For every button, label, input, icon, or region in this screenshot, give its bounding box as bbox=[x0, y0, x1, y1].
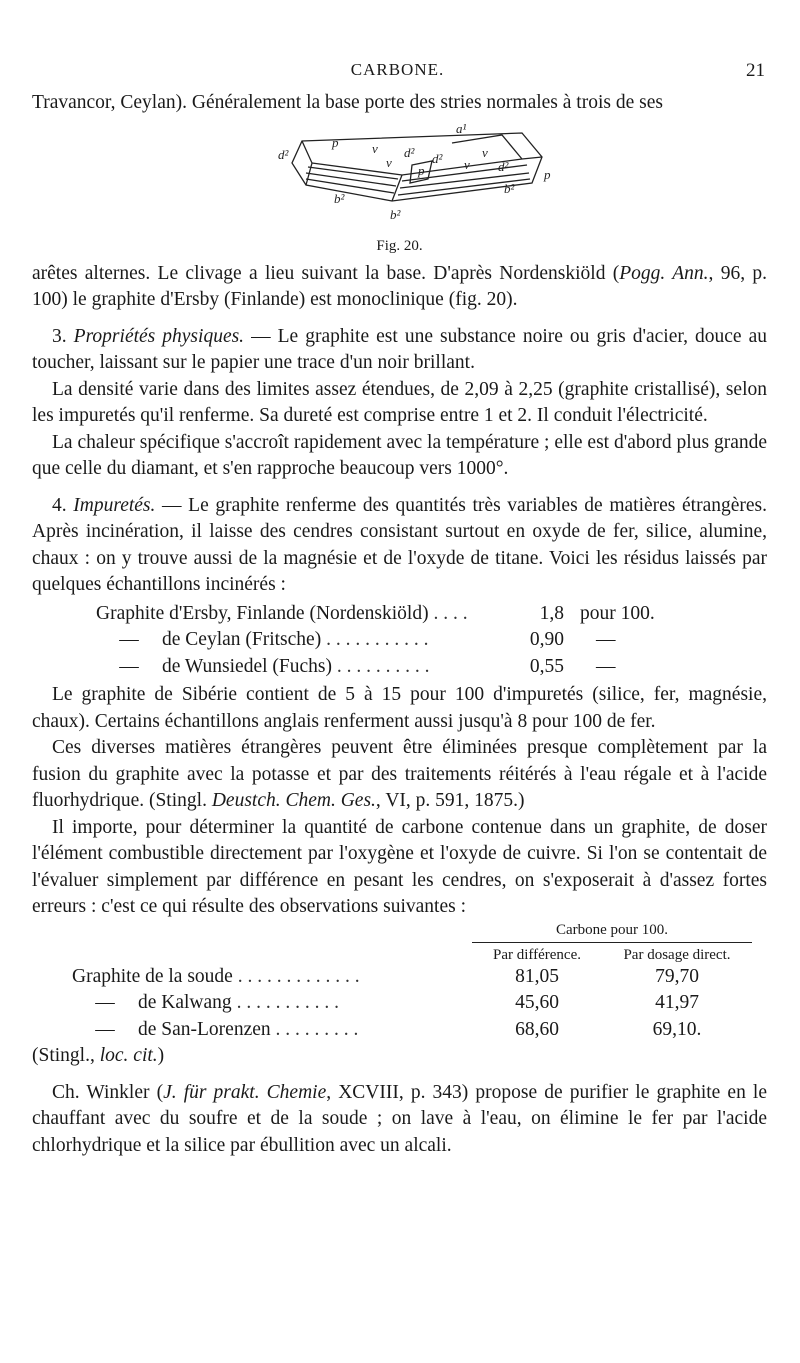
figure-label: a¹ bbox=[456, 122, 467, 136]
leader-dots: . . . . bbox=[433, 602, 468, 624]
carbon-group-header: Carbone pour 100. bbox=[472, 921, 752, 943]
table-row bbox=[32, 990, 752, 1017]
figure-label: d² bbox=[432, 150, 443, 166]
text: Ch. Winkler ( bbox=[52, 1081, 164, 1103]
section-number: 4. bbox=[52, 494, 67, 516]
stria bbox=[306, 173, 396, 186]
running-title: CARBONE. bbox=[350, 60, 445, 79]
table-row bbox=[96, 627, 655, 654]
leader-dots: . . . . . . . . . . . bbox=[236, 992, 339, 1013]
text: arêtes alternes. Le clivage a lieu suivant la base. D'après Nordenskiöld ( bbox=[32, 262, 620, 284]
citation bbox=[32, 1043, 767, 1070]
figure-label: v bbox=[482, 144, 488, 160]
spacer bbox=[32, 921, 472, 943]
value-direct: 79,70 bbox=[655, 965, 699, 987]
figure-label: d² bbox=[404, 144, 415, 160]
figure-label: d² bbox=[498, 158, 509, 174]
leader-dots: . . . . . . . . . . . . . bbox=[237, 965, 360, 987]
residue-unit: pour 100. bbox=[580, 602, 655, 624]
leader-dots: . . . . . . . . . bbox=[275, 1018, 359, 1040]
figure-label: p bbox=[332, 134, 339, 150]
ditto-dash: — bbox=[95, 1018, 115, 1040]
table-row bbox=[96, 654, 655, 681]
table-row bbox=[32, 964, 752, 991]
ditto-dash: — bbox=[119, 655, 139, 677]
col-header-direct: Par dosage direct. bbox=[623, 946, 731, 963]
residue-table bbox=[96, 601, 655, 681]
text: , 96, p. 100) le graphite d'Ersby (Finlande) est monoclinique (fig. 20). bbox=[32, 262, 767, 310]
sample-name: Graphite de la soude bbox=[72, 965, 233, 987]
residue-name-cell bbox=[96, 627, 486, 654]
ditto-dash: — bbox=[95, 992, 115, 1013]
paragraph-intro: Travancor, Ceylan). Généralement la base porte des stries normales à trois de ses bbox=[32, 92, 663, 113]
value-difference: 68,60 bbox=[515, 1018, 559, 1040]
section-title: Impuretés. bbox=[73, 494, 156, 516]
paragraph-cleavage bbox=[32, 261, 767, 314]
table-row bbox=[32, 1017, 752, 1044]
residue-value: 0,55 bbox=[529, 655, 564, 677]
figure-label: p bbox=[418, 162, 425, 178]
residue-name: Graphite d'Ersby, Finlande (Nordenskiöld) bbox=[96, 602, 429, 624]
figure-label: v bbox=[464, 156, 470, 172]
sample-name: de Kalwang bbox=[138, 992, 232, 1013]
residue-unit: — bbox=[596, 655, 616, 677]
figure-caption: Fig. 20. bbox=[376, 237, 423, 254]
residue-name-cell bbox=[96, 654, 486, 681]
figure-label: v bbox=[372, 140, 378, 156]
leader-dots: . . . . . . . . . . . bbox=[326, 629, 429, 650]
paragraph-winkler bbox=[32, 1080, 767, 1160]
carbon-name-cell bbox=[32, 990, 472, 1017]
figure-label: b² bbox=[390, 206, 401, 222]
paragraph-density: La densité varie dans des limites assez étendues, de 2,09 à 2,25 (graphite cristallisé), selon les impuretés qu'il renferme. Sa dureté est comprise entre 1 et 2. Il conduit l'électricité. bbox=[32, 378, 767, 426]
value-direct: 69,10. bbox=[652, 1018, 702, 1040]
residue-value: 0,90 bbox=[529, 629, 564, 650]
text: (Stingl., bbox=[32, 1045, 100, 1066]
source-ref: Pogg. Ann. bbox=[619, 262, 709, 284]
text: Ces diverses matières étrangères peuvent être éliminées presque complètement par la fusion du graphite avec la potasse et par des traitements réitérés à l'eau régale et à l'acide fluorhydrique. (Stingl. bbox=[32, 737, 767, 811]
carbon-table bbox=[32, 921, 752, 1044]
text: — Le graphite renferme des quantités très variables de matières étrangères. Après incinération, il laisse des cendres consistant surtout en oxyde de fer, silice, alumine, chaux : on y trouve aussi de la magnésie et de l'oxyde de titane. Voici les résidus laissés par quelques échantillons incinérés : bbox=[32, 494, 768, 595]
carbon-table-group-header bbox=[32, 921, 752, 943]
text: , VI, p. 591, 1875.) bbox=[375, 790, 525, 811]
text: , XCVIII, p. 343) propose de purifier le graphite en le chauffant avec du soufre et de la soude ; on lave à l'eau, on élimine le fer par l'acide chlorhydrique et la silice par ébullition avec un alcali. bbox=[32, 1081, 768, 1156]
stria bbox=[306, 179, 394, 193]
value-difference: 81,05 bbox=[515, 965, 559, 987]
page-number: 21 bbox=[746, 60, 765, 81]
carbon-name-cell bbox=[32, 1017, 472, 1044]
col-header-difference: Par différence. bbox=[492, 946, 581, 963]
spacer bbox=[32, 942, 472, 964]
value-difference: 45,60 bbox=[515, 992, 559, 1013]
section-4-heading bbox=[32, 493, 767, 599]
source-ref: J. für prakt. Chemie bbox=[163, 1081, 327, 1103]
paragraph-heat: La chaleur spécifique s'accroît rapidement avec la température ; elle est d'abord plus grande que celle du diamant, et s'en rapproche beaucoup vers 1000°. bbox=[32, 431, 767, 479]
section-3-heading bbox=[32, 324, 767, 377]
paragraph-determine: Il importe, pour déterminer la quantité de carbone contenue dans un graphite, de doser l'élément combustible directement par l'oxygène et l'oxyde de cuivre. Si l'on se contentait de l'évaluer simplement par différence en pesant les cendres, on s'exposerait à d'assez fortes erreurs : c'est ce qui résulte des observations suivantes : bbox=[32, 816, 767, 917]
figure-crystal bbox=[32, 117, 767, 261]
residue-name: de Wunsiedel (Fuchs) bbox=[162, 655, 332, 677]
ditto-dash: — bbox=[119, 629, 139, 650]
figure-label: b² bbox=[334, 190, 345, 206]
text: — Le graphite est une substance noire ou gris d'acier, douce au toucher, laissant sur le papier une trace d'un noir brillant. bbox=[32, 325, 767, 373]
residue-name: de Ceylan (Fritsche) bbox=[162, 629, 322, 650]
figure-label: d² bbox=[278, 146, 289, 162]
section-number: 3. bbox=[52, 325, 67, 347]
residue-unit: — bbox=[596, 629, 616, 650]
paragraph-elimination bbox=[32, 735, 767, 815]
residue-value: 1,8 bbox=[539, 602, 564, 624]
citation-ref: loc. cit. bbox=[99, 1045, 158, 1066]
page-body bbox=[32, 90, 767, 1159]
carbon-table-col-headers bbox=[32, 942, 752, 964]
table-row bbox=[96, 601, 655, 628]
figure-label: p bbox=[544, 166, 551, 182]
value-direct: 41,97 bbox=[655, 992, 699, 1013]
figure-label: v bbox=[386, 154, 392, 170]
paragraph-siberia: Le graphite de Sibérie contient de 5 à 15 pour 100 d'impuretés (silice, fer, magnésie, chaux). Certains échantillons anglais renferment aussi jusqu'à 8 pour 100 de fer. bbox=[32, 684, 767, 732]
section-title: Propriétés physiques. bbox=[73, 325, 245, 347]
running-head bbox=[30, 60, 765, 84]
source-ref: Deustch. Chem. Ges. bbox=[211, 790, 376, 811]
crystal-edge-left bbox=[302, 141, 312, 185]
carbon-name-cell bbox=[32, 964, 472, 991]
leader-dots: . . . . . . . . . . bbox=[336, 655, 430, 677]
crystal-drawing bbox=[272, 123, 562, 229]
text: ) bbox=[157, 1045, 165, 1066]
residue-name-cell bbox=[96, 601, 486, 628]
sample-name: de San-Lorenzen bbox=[138, 1018, 271, 1040]
figure-label: b² bbox=[504, 180, 515, 196]
